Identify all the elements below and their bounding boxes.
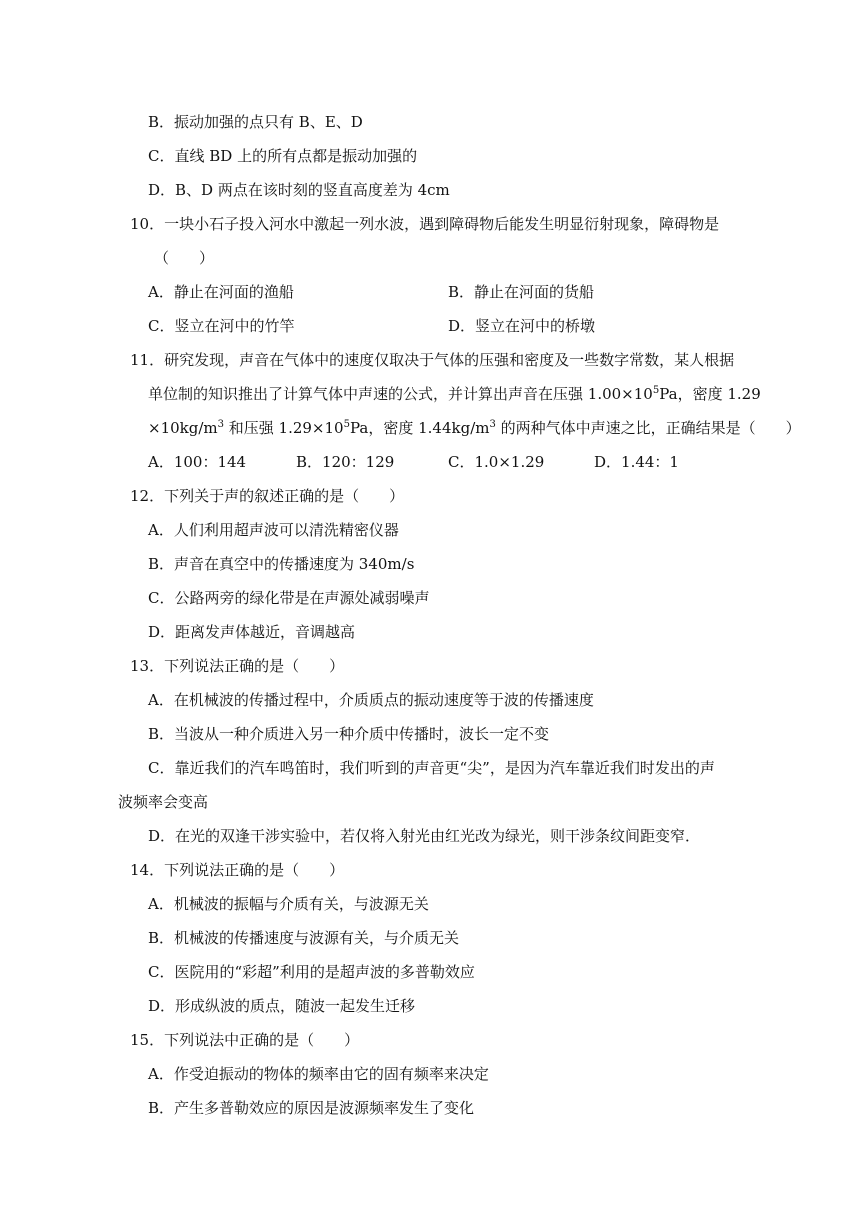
q14-option-a: A．机械波的振幅与介质有关，与波源无关 <box>148 895 429 913</box>
q13-option-c-cont: 波频率会变高 <box>118 793 209 811</box>
q14-option-c: C．医院用的“彩超”利用的是超声波的多普勒效应 <box>148 963 475 981</box>
q11-stem-line2: 单位制的知识推出了计算气体中声速的公式，并计算出声音在压强 $1.00\times 10^5Pa$，密度 1.29 <box>148 385 761 403</box>
q12-option-d: D．距离发声体越近，音调越高 <box>148 623 356 641</box>
q11-option-d: D．1.44：1 <box>594 453 679 471</box>
q15-option-b: B．产生多普勒效应的原因是波源频率发生了变化 <box>148 1099 475 1117</box>
q13-option-c: C．靠近我们的汽车鸣笛时，我们听到的声音更“尖”，是因为汽车靠近我们时发出的声 <box>148 759 715 777</box>
superscript: 3 <box>489 419 496 430</box>
q14-option-d: D．形成纵波的质点，随波一起发生迁移 <box>148 997 416 1015</box>
q13-option-b: B．当波从一种介质进入另一种介质中传播时，波长一定不变 <box>148 725 550 743</box>
q11-stem: 11．研究发现，声音在气体中的速度仅取决于气体的压强和密度及一些数字常数，某人根据 <box>130 351 735 369</box>
q15-stem: 15．下列说法中正确的是（ ） <box>130 1031 360 1049</box>
q12-option-b: B．声音在真空中的传播速度为 340m/s <box>148 555 415 573</box>
q10-option-c: C．竖立在河中的竹竿 <box>148 317 295 335</box>
q14-stem: 14．下列说法正确的是（ ） <box>130 861 345 879</box>
q14-option-b: B．机械波的传播速度与波源有关，与介质无关 <box>148 929 460 947</box>
superscript: 5 <box>652 385 660 396</box>
q9-option-b: B．振动加强的点只有 B、E、D <box>148 113 363 131</box>
q10-option-a: A．静止在河面的渔船 <box>148 283 294 301</box>
q13-option-a: A．在机械波的传播过程中，介质质点的振动速度等于波的传播速度 <box>148 691 594 709</box>
superscript: 3 <box>217 419 224 430</box>
q11-stem-line3: $\times 10kg/m^3$ 和压强 $1.29\times 10^5Pa$，密度 $1.44kg/m^3$ 的两种气体中声速之比，正确结果是（ ） <box>148 419 801 437</box>
q10-option-b: B．静止在河面的货船 <box>448 283 595 301</box>
q12-option-c: C．公路两旁的绿化带是在声源处减弱噪声 <box>148 589 430 607</box>
q10-stem-cont: （ ） <box>154 249 215 267</box>
q15-option-a: A．作受迫振动的物体的频率由它的固有频率来决定 <box>148 1065 489 1083</box>
q10-option-d: D．竖立在河中的桥墩 <box>448 317 596 335</box>
q10-stem: 10．一块小石子投入河水中激起一列水波，遇到障碍物后能发生明显衍射现象，障碍物是 <box>130 215 720 233</box>
q13-option-d: D．在光的双逢干涉实验中，若仅将入射光由红光改为绿光，则干涉条纹间距变窄． <box>148 827 701 845</box>
q12-option-a: A．人们利用超声波可以清洗精密仪器 <box>148 521 399 539</box>
q11-option-a: A．100：144 <box>148 453 247 471</box>
q13-stem: 13．下列说法正确的是（ ） <box>130 657 345 675</box>
q9-option-d: D．B、D 两点在该时刻的竖直高度差为 4cm <box>148 181 450 199</box>
superscript: 5 <box>343 419 350 430</box>
q9-option-c: C．直线 BD 上的所有点都是振动加强的 <box>148 147 418 165</box>
q12-stem: 12．下列关于声的叙述正确的是（ ） <box>130 487 405 505</box>
q11-option-c: C．1.0×1.29 <box>448 453 545 471</box>
q11-option-b: B．120：129 <box>296 453 395 471</box>
